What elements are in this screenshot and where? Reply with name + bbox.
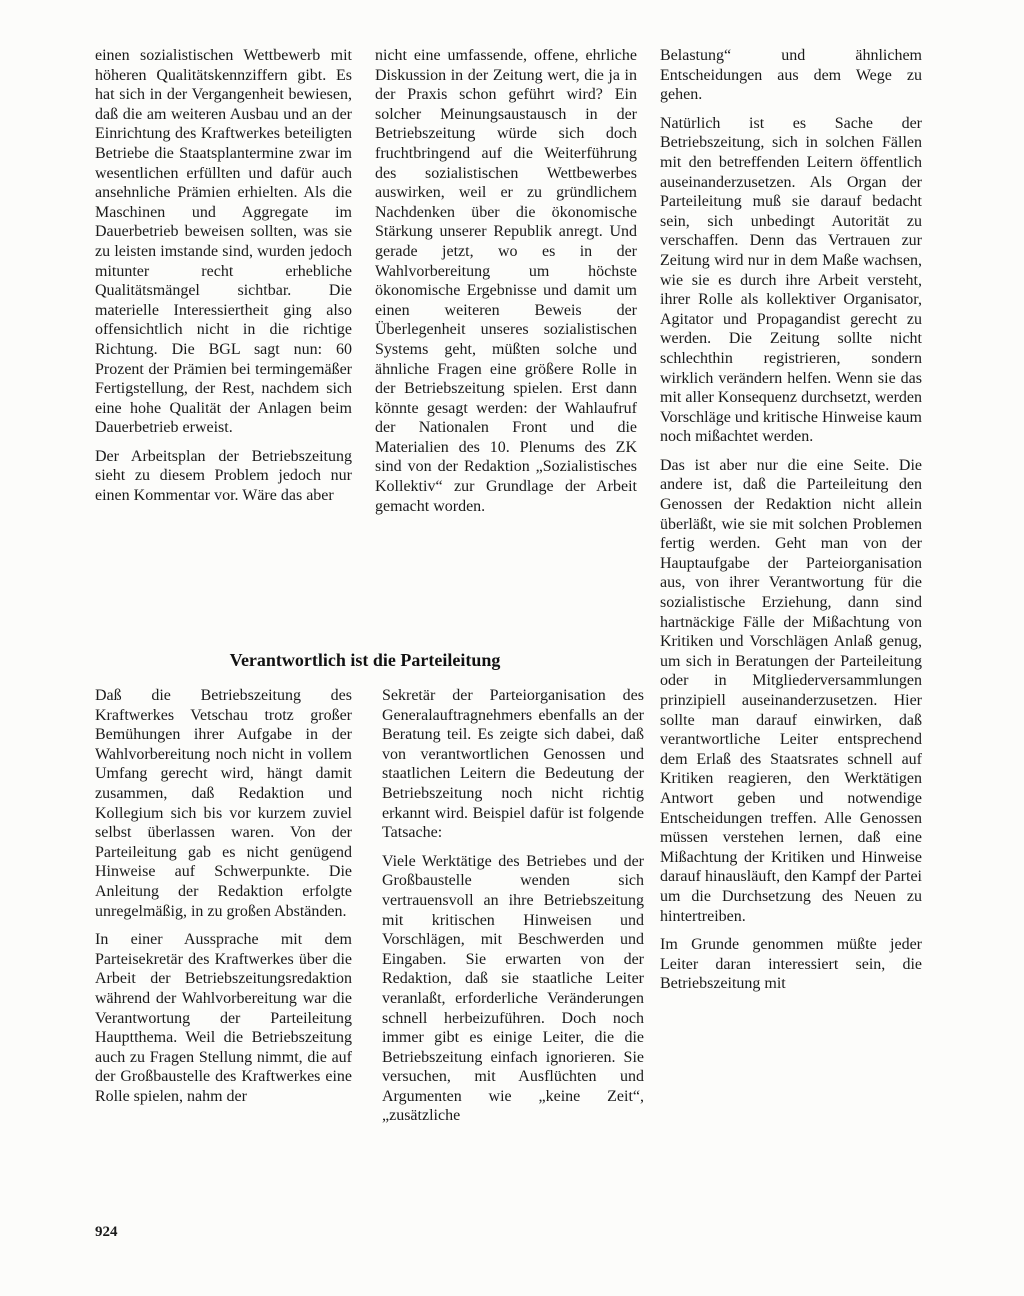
lower-column-1 (95, 686, 352, 1106)
page-number: 924 (95, 1224, 118, 1240)
paragraph: Viele Werktätige des Betriebes und der Großbaustelle wenden sich vertrauensvoll an ihre Betriebszeitung mit kritischen Hinweisen und Vorschlägen, mit Beschwerden und Eingaben. Sie erwarten von der Redaktion, daß sie staatliche Leiter veranlaßt, erforderliche Veränderungen schnell herbeizuführen. Doch noch immer gibt es einige Leiter, die die Betriebszeitung einfach ignorieren. Sie versuchen, mit Ausflüchten und Argumenten wie „keine Zeit“, „zusätzliche (382, 852, 644, 1125)
paragraph: Der Arbeitsplan der Betriebszeitung sieht zu diesem Problem jedoch nur einen Kommentar vor. Wäre das aber (95, 447, 352, 505)
paragraph: In einer Aussprache mit dem Parteisekretär des Kraftwerkes über die Arbeit der Betriebszeitungsredaktion während der Wahlvorbereitung war die Verantwortung der Parteileitung Hauptthema. Weil die Betriebszeitung auch zu Fragen Stellung nimmt, die auf der Großbaustelle des Kraftwerkes eine Rolle spielen, nahm der (95, 931, 352, 1105)
upper-column-2 (375, 46, 637, 516)
paragraph: Im Grunde genommen müßte jeder Leiter daran interessiert sein, die Betriebszeitung mit (660, 936, 922, 993)
paragraph: einen sozialistischen Wettbewerb mit höheren Qualitätskennziffern gibt. Es hat sich in der Vergangenheit bewiesen, daß die am weiteren Ausbau und an der Einrichtung des Kraftwerkes beteiligten Betriebe die Staatsplantermine zwar im wesentlichen erfüllten und dafür auch ansehnliche Prämien erhielten. Als die Maschinen und Aggregate im Dauerbetrieb beweisen sollten, was sie zu leisten imstande sind, wurden jedoch mitunter recht erhebliche Qualitätsmängel sichtbar. Die materielle Interessiertheit ging also offensichtlich nicht in die richtige Richtung. Die BGL sagt nun: 60 Prozent der Prämien bei termingemäßer Fertigstellung, der Rest, nachdem sich eine hohe Qualität der Anlagen beim Dauerbetrieb erweist. (95, 47, 352, 437)
right-column (660, 46, 922, 994)
section-headline: Verantwortlich ist die Parteileitung (229, 650, 501, 670)
paragraph: Daß die Betriebszeitung des Kraftwerkes Vetschau trotz großer Bemühungen ihrer Aufgabe in der Wahlvorbereitung noch nicht in vollem Umfang gerecht wird, hängt damit zusammen, daß Redaktion und Kollegium sich bis vor kurzem zuviel selbst überlassen waren. Von der Parteileitung gab es nicht genügend Hinweise auf Schwerpunkte. Die Anleitung der Redaktion erfolgte unregelmäßig, in zu großen Abständen. (95, 687, 352, 920)
paragraph: Belastung“ und ähnlichem Entscheidungen aus dem Wege zu gehen. (660, 47, 922, 104)
lower-column-2 (382, 686, 644, 1126)
paragraph: Das ist aber nur die eine Seite. Die andere ist, daß die Parteileitung den Genossen der Redaktion nicht allein überläßt, wie sie mit solchen Problemen fertig werden. Geht man von der Hauptaufgabe der Parteiorganisation aus, von ihrer Verantwortung für die sozialistische Erziehung, dann sind hartnäckige Fälle der Mißachtung von Kritiken und Vorschlägen Anlaß genug, um sich in Beratungen der Parteileitung oder in Mitgliederversammlungen prinzipiell auseinanderzusetzen. Hier sollte man darauf einwirken, daß verantwortliche Leiter entsprechend dem Erlaß des Staatsrates schnell auf Kritiken reagieren, den Werktätigen Antwort geben und notwendige Entscheidungen treffen. Alle Genossen müssen verstehen lernen, daß eine Mißachtung der Kritiken und Hinweise darauf hinausläuft, den Kampf der Partei um die Durchsetzung des Neuen zu hintertreiben. (660, 456, 922, 925)
paragraph: Natürlich ist es Sache der Betriebszeitung, sich in solchen Fällen mit den betreffenden Leitern öffentlich auseinanderzusetzen. Als Organ der Parteileitung muß sie darauf bedacht sein, sich unbedingt Autorität zu verschaffen. Denn das Vertrauen zur Zeitung wird nur in dem Maße wachsen, wie sie es durch ihre Arbeit versteht, ihrer Rolle als kollektiver Organisator, Agitator und Propagandist gerecht zu werden. Die Zeitung sollte nicht schlechthin registrieren, sondern wirklich verändern helfen. Wenn sie das mit aller Konsequenz durchsetzt, werden Vorschläge und kritische Hinweise kaum noch mißachtet werden. (660, 114, 922, 446)
upper-column-1 (95, 46, 352, 506)
paragraph: nicht eine umfassende, offene, ehrliche Diskussion in der Zeitung wert, die ja in der Praxis schon geführt wird? Ein solcher Meinungsaustausch in der Betriebszeitung würde sich doch fruchtbringend auf die Weiterführung des sozialistischen Wettbewerbes auswirken, weil er zu gründlichem Nachdenken über die ökonomische Stärkung unserer Republik anregt. Und gerade jetzt, wo es in der Wahlvorbereitung um höchste ökonomische Ergebnisse und damit um einen weiteren Beweis der Überlegenheit unseres sozialistischen Systems geht, müßten solche und ähnliche Fragen eine größere Rolle in der Betriebszeitung spielen. Erst dann könnte gesagt werden: der Wahlaufruf der Nationalen Front und die Materialien des 10. Plenums des ZK sind von der Redaktion „Sozialistisches Kollektiv“ zur Grundlage der Arbeit gemacht worden. (375, 47, 637, 515)
paragraph: Sekretär der Parteiorganisation des Generalauftragnehmers ebenfalls an der Beratung teil. Es zeigte sich dabei, daß von verantwortlichen Genossen und staatlichen Leitern die Bedeutung der Betriebszeitung noch nicht richtig erkannt wird. Beispiel dafür ist folgende Tatsache: (382, 687, 644, 842)
